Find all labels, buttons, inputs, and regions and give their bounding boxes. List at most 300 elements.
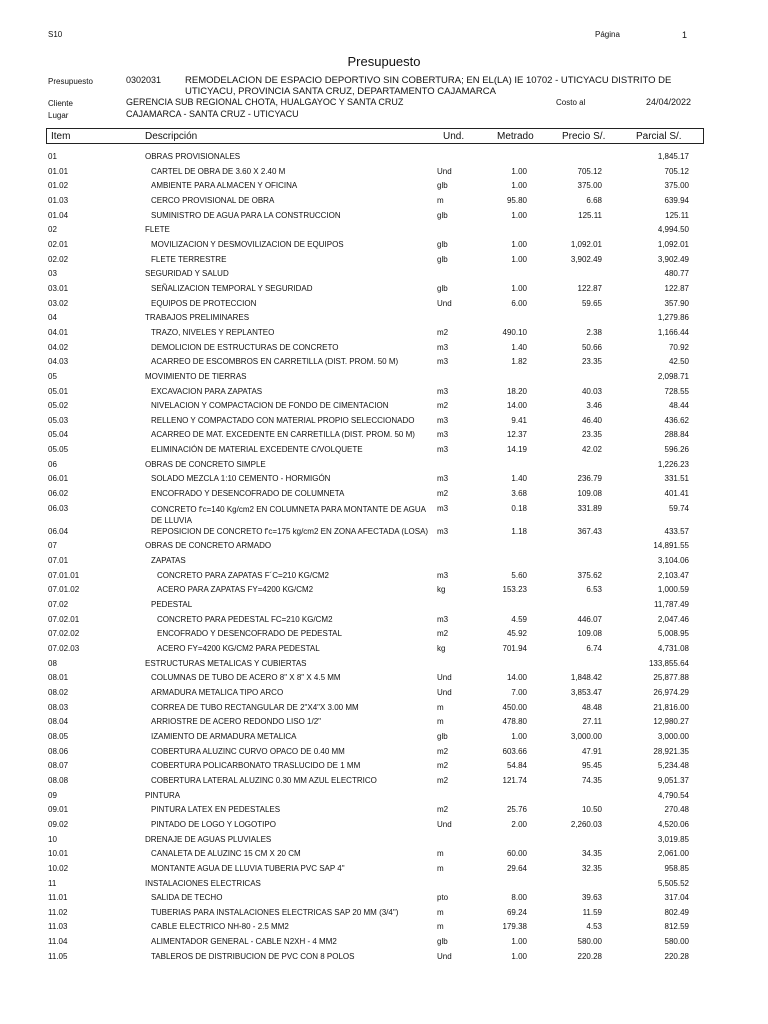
row-parcial: 14,891.55 bbox=[653, 541, 689, 551]
costo-label: Costo al bbox=[556, 98, 586, 107]
row-description: DEMOLICION DE ESTRUCTURAS DE CONCRETO bbox=[151, 342, 339, 352]
row-metrado: 7.00 bbox=[511, 687, 527, 697]
row-precio: 236.79 bbox=[577, 474, 602, 484]
table-row bbox=[0, 223, 768, 238]
row-description: REPOSICION DE CONCRETO f'c=175 kg/cm2 EN ZONA AFECTADA (LOSA) bbox=[151, 526, 429, 536]
table-row bbox=[0, 920, 768, 935]
table-row bbox=[0, 238, 768, 253]
table-row bbox=[0, 370, 768, 385]
row-precio: 2.38 bbox=[586, 327, 602, 337]
row-description: FLETE TERRESTRE bbox=[151, 254, 227, 264]
row-parcial: 2,098.71 bbox=[657, 371, 689, 381]
row-metrado: 25.76 bbox=[506, 805, 527, 815]
row-precio: 23.35 bbox=[581, 357, 602, 367]
row-item-code: 06.02 bbox=[48, 489, 69, 499]
row-parcial: 3,902.49 bbox=[657, 254, 689, 264]
row-parcial: 812.59 bbox=[664, 922, 689, 932]
lugar-label: Lugar bbox=[48, 111, 69, 120]
row-parcial: 48.44 bbox=[668, 401, 689, 411]
row-parcial: 580.00 bbox=[664, 937, 689, 947]
cliente-value: GERENCIA SUB REGIONAL CHOTA, HUALGAYOC Y SANTA CRUZ bbox=[126, 97, 404, 107]
row-precio: 6.53 bbox=[586, 585, 602, 595]
row-parcial: 2,103.47 bbox=[657, 570, 689, 580]
row-unit: m3 bbox=[437, 503, 449, 513]
row-description: CARTEL DE OBRA DE 3.60 X 2.40 M bbox=[151, 166, 286, 176]
row-description: PINTURA bbox=[145, 790, 181, 800]
row-parcial: 401.41 bbox=[664, 489, 689, 499]
row-description: EQUIPOS DE PROTECCION bbox=[151, 298, 257, 308]
table-row bbox=[0, 209, 768, 224]
row-parcial: 2,047.46 bbox=[657, 614, 689, 624]
row-description: CONCRETO PARA PEDESTAL FC=210 KG/CM2 bbox=[157, 614, 333, 624]
row-precio: 27.11 bbox=[582, 717, 602, 727]
row-precio: 125.11 bbox=[578, 210, 602, 220]
row-metrado: 450.00 bbox=[502, 702, 527, 712]
table-row bbox=[0, 759, 768, 774]
row-unit: m3 bbox=[437, 342, 449, 352]
row-description: PINTURA LATEX EN PEDESTALES bbox=[151, 805, 281, 815]
row-item-code: 07.01.01 bbox=[48, 570, 80, 580]
row-parcial: 1,279.86 bbox=[657, 313, 689, 323]
row-precio: 331.89 bbox=[577, 503, 602, 513]
table-row bbox=[0, 877, 768, 892]
table-row bbox=[0, 598, 768, 613]
page-number: 1 bbox=[682, 30, 688, 40]
table-row bbox=[0, 715, 768, 730]
row-metrado: 2.00 bbox=[511, 819, 527, 829]
table-row bbox=[0, 487, 768, 502]
table-row bbox=[0, 686, 768, 701]
row-unit: m bbox=[437, 863, 444, 873]
row-description: EXCAVACION PARA ZAPATAS bbox=[151, 386, 263, 396]
lugar-value: CAJAMARCA - SANTA CRUZ - UTICYACU bbox=[126, 109, 299, 119]
row-precio: 580.00 bbox=[577, 937, 602, 947]
row-precio: 109.08 bbox=[577, 629, 602, 639]
row-unit: m3 bbox=[437, 357, 449, 367]
row-unit: m3 bbox=[437, 445, 449, 455]
row-description: TUBERIAS PARA INSTALACIONES ELECTRICAS SAP 20 MM (3/4") bbox=[151, 907, 399, 917]
table-row bbox=[0, 862, 768, 877]
row-description: INSTALACIONES ELECTRICAS bbox=[145, 878, 261, 888]
table-row bbox=[0, 671, 768, 686]
row-item-code: 02.02 bbox=[48, 254, 69, 264]
row-precio: 375.62 bbox=[577, 570, 602, 580]
table-row bbox=[0, 443, 768, 458]
row-metrado: 14.00 bbox=[506, 673, 527, 683]
row-metrado: 1.00 bbox=[511, 951, 527, 961]
row-description: RELLENO Y COMPACTADO CON MATERIAL PROPIO SELECCIONADO bbox=[151, 415, 415, 425]
row-item-code: 04.01 bbox=[48, 327, 69, 337]
row-precio: 122.87 bbox=[577, 283, 602, 293]
row-metrado: 478.80 bbox=[502, 717, 527, 727]
row-item-code: 04.02 bbox=[48, 342, 69, 352]
row-precio: 375.00 bbox=[577, 181, 602, 191]
row-precio: 95.45 bbox=[581, 761, 602, 771]
budget-table-body bbox=[0, 150, 768, 964]
table-row bbox=[0, 399, 768, 414]
table-row bbox=[0, 297, 768, 312]
row-precio: 1,092.01 bbox=[570, 239, 602, 249]
row-description: ACERO FY=4200 KG/CM2 PARA PEDESTAL bbox=[157, 644, 320, 653]
row-description: ARRIOSTRE DE ACERO REDONDO LISO 1/2" bbox=[151, 717, 321, 727]
row-metrado: 1.00 bbox=[511, 210, 527, 220]
table-row bbox=[0, 554, 768, 569]
row-description: ARMADURA METALICA TIPO ARCO bbox=[151, 687, 284, 697]
table-row bbox=[0, 150, 768, 165]
table-row bbox=[0, 935, 768, 950]
row-precio: 48.48 bbox=[581, 702, 602, 712]
row-metrado: 95.80 bbox=[506, 195, 527, 205]
row-description: MOVIMIENTO DE TIERRAS bbox=[145, 371, 247, 381]
row-parcial: 26,974.29 bbox=[653, 687, 689, 697]
row-description: ENCOFRADO Y DESENCOFRADO DE COLUMNETA bbox=[151, 489, 345, 499]
row-item-code: 04 bbox=[48, 313, 57, 323]
row-item-code: 01 bbox=[48, 152, 57, 161]
row-parcial: 4,994.50 bbox=[657, 225, 689, 235]
row-description: CORREA DE TUBO RECTANGULAR DE 2"X4"X 3.00 MM bbox=[151, 702, 359, 712]
row-parcial: 28,921.35 bbox=[653, 746, 689, 756]
row-description: SALIDA DE TECHO bbox=[151, 893, 223, 903]
table-row bbox=[0, 701, 768, 716]
row-metrado: 6.00 bbox=[511, 298, 527, 308]
row-item-code: 07.01.02 bbox=[48, 585, 80, 595]
row-description: CABLE ELECTRICO NH-80 - 2.5 MM2 bbox=[151, 922, 289, 932]
row-unit: m2 bbox=[437, 327, 449, 337]
row-parcial: 958.85 bbox=[664, 863, 689, 873]
row-unit: glb bbox=[437, 731, 448, 741]
row-precio: 6.74 bbox=[586, 644, 602, 653]
row-description: TRABAJOS PRELIMINARES bbox=[145, 313, 250, 323]
row-item-code: 05.04 bbox=[48, 430, 69, 440]
row-unit: m bbox=[437, 702, 444, 712]
row-precio: 47.91 bbox=[581, 746, 602, 756]
row-metrado: 5.60 bbox=[511, 570, 527, 580]
row-item-code: 05.02 bbox=[48, 401, 69, 411]
row-description: MONTANTE AGUA DE LLUVIA TUBERIA PVC SAP 4" bbox=[151, 863, 345, 873]
row-item-code: 05.03 bbox=[48, 415, 69, 425]
row-metrado: 14.00 bbox=[506, 401, 527, 411]
row-unit: m bbox=[437, 849, 444, 859]
row-parcial: 357.90 bbox=[664, 298, 689, 308]
row-precio: 23.35 bbox=[581, 430, 602, 440]
table-row bbox=[0, 385, 768, 400]
row-unit: Und bbox=[437, 951, 452, 961]
row-parcial: 5,505.52 bbox=[657, 878, 689, 888]
row-precio: 32.35 bbox=[581, 863, 602, 873]
row-item-code: 08.03 bbox=[48, 702, 69, 712]
row-metrado: 0.18 bbox=[511, 503, 527, 513]
row-unit: m3 bbox=[437, 386, 449, 396]
row-description: COBERTURA ALUZINC CURVO OPACO DE 0.40 MM bbox=[151, 746, 345, 756]
row-item-code: 09 bbox=[48, 790, 57, 800]
row-item-code: 02 bbox=[48, 225, 57, 235]
row-parcial: 220.28 bbox=[664, 951, 689, 961]
table-row bbox=[0, 179, 768, 194]
row-unit: Und bbox=[437, 166, 452, 176]
col-item-header: Item bbox=[51, 131, 71, 142]
row-precio: 39.63 bbox=[581, 893, 602, 903]
row-item-code: 11.04 bbox=[48, 937, 68, 947]
row-unit: m2 bbox=[437, 746, 449, 756]
row-item-code: 04.03 bbox=[48, 357, 69, 367]
row-unit: kg bbox=[437, 644, 446, 653]
row-parcial: 21,816.00 bbox=[653, 702, 689, 712]
table-row bbox=[0, 613, 768, 628]
row-item-code: 08.01 bbox=[48, 673, 69, 683]
table-row bbox=[0, 341, 768, 356]
table-row bbox=[0, 569, 768, 584]
row-parcial: 9,051.37 bbox=[657, 775, 689, 785]
row-item-code: 03.01 bbox=[48, 283, 69, 293]
row-item-code: 07.02.02 bbox=[48, 629, 80, 639]
col-desc-header: Descripción bbox=[145, 131, 198, 142]
row-description: SEÑALIZACION TEMPORAL Y SEGURIDAD bbox=[151, 283, 313, 293]
row-item-code: 01.04 bbox=[48, 210, 69, 220]
row-item-code: 08 bbox=[48, 658, 57, 668]
row-precio: 11.59 bbox=[582, 907, 602, 917]
table-row bbox=[0, 803, 768, 818]
row-description: FLETE bbox=[145, 225, 170, 235]
col-und-header: Und. bbox=[443, 131, 465, 142]
row-parcial: 1,845.17 bbox=[657, 152, 689, 161]
row-metrado: 153.23 bbox=[502, 585, 527, 595]
row-unit: glb bbox=[437, 937, 448, 947]
row-description: CANALETA DE ALUZINC 15 CM X 20 CM bbox=[151, 849, 301, 859]
row-unit: m2 bbox=[437, 489, 449, 499]
row-item-code: 08.04 bbox=[48, 717, 69, 727]
row-item-code: 01.03 bbox=[48, 195, 69, 205]
row-unit: m bbox=[437, 717, 444, 727]
table-row bbox=[0, 539, 768, 554]
row-parcial: 3,019.85 bbox=[657, 834, 689, 844]
row-precio: 42.02 bbox=[581, 445, 602, 455]
table-row bbox=[0, 253, 768, 268]
table-row bbox=[0, 950, 768, 965]
row-metrado: 1.00 bbox=[511, 937, 527, 947]
row-item-code: 01.01 bbox=[48, 166, 69, 176]
row-metrado: 1.00 bbox=[511, 283, 527, 293]
col-parcial-header: Parcial S/. bbox=[636, 131, 682, 142]
table-row bbox=[0, 833, 768, 848]
row-parcial: 1,092.01 bbox=[657, 239, 689, 249]
row-description: TABLEROS DE DISTRIBUCION DE PVC CON 8 POLOS bbox=[151, 951, 355, 961]
row-description: CONCRETO f'c=140 Kg/cm2 EN COLUMNETA PARA MONTANTE DE AGUA DE LLUVIA bbox=[151, 504, 426, 525]
row-metrado: 8.00 bbox=[511, 893, 527, 903]
row-metrado: 45.92 bbox=[506, 629, 527, 639]
row-description: CERCO PROVISIONAL DE OBRA bbox=[151, 195, 275, 205]
row-unit: glb bbox=[437, 283, 448, 293]
row-precio: 3.46 bbox=[586, 401, 602, 411]
cliente-label: Cliente bbox=[48, 99, 73, 108]
row-parcial: 433.57 bbox=[664, 526, 689, 536]
row-metrado: 69.24 bbox=[506, 907, 527, 917]
row-metrado: 3.68 bbox=[511, 489, 527, 499]
row-item-code: 07 bbox=[48, 541, 57, 551]
row-item-code: 11.05 bbox=[48, 951, 68, 961]
row-unit: m2 bbox=[437, 805, 449, 815]
row-unit: Und bbox=[437, 819, 452, 829]
row-parcial: 5,234.48 bbox=[657, 761, 689, 771]
row-unit: m3 bbox=[437, 474, 449, 484]
row-unit: kg bbox=[437, 585, 446, 595]
row-metrado: 1.40 bbox=[511, 474, 527, 484]
row-metrado: 1.00 bbox=[511, 731, 527, 741]
row-metrado: 121.74 bbox=[502, 775, 527, 785]
row-description: DRENAJE DE AGUAS PLUVIALES bbox=[145, 834, 272, 844]
row-parcial: 3,104.06 bbox=[657, 556, 689, 566]
table-row bbox=[0, 525, 768, 540]
row-precio: 34.35 bbox=[581, 849, 602, 859]
row-description: ACARREO DE MAT. EXCEDENTE EN CARRETILLA (DIST. PROM. 50 M) bbox=[151, 430, 415, 440]
row-item-code: 08.02 bbox=[48, 687, 69, 697]
row-parcial: 288.84 bbox=[664, 430, 689, 440]
row-description: ALIMENTADOR GENERAL - CABLE N2XH - 4 MM2 bbox=[151, 937, 337, 947]
row-parcial: 375.00 bbox=[664, 181, 689, 191]
row-item-code: 03.02 bbox=[48, 298, 69, 308]
table-row bbox=[0, 847, 768, 862]
row-description: ESTRUCTURAS METALICAS Y CUBIERTAS bbox=[145, 658, 307, 668]
row-description: ACERO PARA ZAPATAS FY=4200 KG/CM2 bbox=[157, 585, 314, 595]
row-item-code: 07.02.01 bbox=[48, 614, 80, 624]
row-description: OBRAS DE CONCRETO SIMPLE bbox=[145, 459, 266, 469]
row-precio: 6.68 bbox=[586, 195, 602, 205]
row-metrado: 29.64 bbox=[506, 863, 527, 873]
row-parcial: 317.04 bbox=[664, 893, 689, 903]
row-metrado: 179.38 bbox=[502, 922, 527, 932]
row-item-code: 11.02 bbox=[48, 907, 68, 917]
row-unit: glb bbox=[437, 181, 448, 191]
row-metrado: 1.00 bbox=[511, 181, 527, 191]
row-metrado: 4.59 bbox=[511, 614, 527, 624]
table-row bbox=[0, 906, 768, 921]
row-item-code: 11.03 bbox=[48, 922, 68, 932]
row-parcial: 728.55 bbox=[664, 386, 689, 396]
row-unit: m2 bbox=[437, 401, 449, 411]
row-metrado: 1.82 bbox=[511, 357, 527, 367]
row-parcial: 125.11 bbox=[665, 210, 689, 220]
row-precio: 1,848.42 bbox=[570, 673, 602, 683]
row-parcial: 12,980.27 bbox=[653, 717, 689, 727]
table-row bbox=[0, 428, 768, 443]
row-parcial: 1,000.59 bbox=[657, 585, 689, 595]
row-unit: m3 bbox=[437, 526, 449, 536]
row-parcial: 5,008.95 bbox=[657, 629, 689, 639]
row-description: MOVILIZACION Y DESMOVILIZACION DE EQUIPOS bbox=[151, 239, 344, 249]
row-item-code: 05.05 bbox=[48, 445, 69, 455]
row-unit: glb bbox=[437, 239, 448, 249]
row-item-code: 02.01 bbox=[48, 239, 69, 249]
row-parcial: 11,787.49 bbox=[654, 600, 689, 610]
row-item-code: 07.02.03 bbox=[48, 644, 80, 653]
row-unit: glb bbox=[437, 254, 448, 264]
row-unit: m3 bbox=[437, 430, 449, 440]
row-precio: 46.40 bbox=[581, 415, 602, 425]
row-description: OBRAS PROVISIONALES bbox=[145, 152, 241, 161]
col-precio-header: Precio S/. bbox=[562, 131, 606, 142]
row-description: CONCRETO PARA ZAPATAS F´C=210 KG/CM2 bbox=[157, 570, 329, 580]
row-parcial: 70.92 bbox=[668, 342, 689, 352]
row-item-code: 09.01 bbox=[48, 805, 69, 815]
row-parcial: 42.50 bbox=[668, 357, 689, 367]
row-parcial: 639.94 bbox=[664, 195, 689, 205]
table-row bbox=[0, 458, 768, 473]
row-description: ELIMINACIÓN DE MATERIAL EXCEDENTE C/VOLQUETE bbox=[151, 445, 363, 455]
row-item-code: 01.02 bbox=[48, 181, 69, 191]
row-metrado: 1.40 bbox=[511, 342, 527, 352]
presupuesto-description: REMODELACION DE ESPACIO DEPORTIVO SIN COBERTURA; EN EL(LA) IE 10702 - UTICYACU DISTRITO DE UTICYACU, PROVINCIA SANTA CRUZ, DEPARTAMENTO CAJAMARCA bbox=[185, 75, 672, 97]
row-parcial: 2,061.00 bbox=[657, 849, 689, 859]
row-item-code: 11.01 bbox=[48, 893, 68, 903]
row-description: SUMINISTRO DE AGUA PARA LA CONSTRUCCION bbox=[151, 210, 341, 220]
row-unit: Und bbox=[437, 298, 452, 308]
row-description: NIVELACION Y COMPACTACION DE FONDO DE CIMENTACION bbox=[151, 401, 389, 411]
row-item-code: 10.02 bbox=[48, 863, 69, 873]
row-metrado: 603.66 bbox=[502, 746, 527, 756]
row-precio: 446.07 bbox=[577, 614, 602, 624]
row-precio: 2,260.03 bbox=[570, 819, 602, 829]
row-item-code: 06 bbox=[48, 459, 57, 469]
row-metrado: 1.00 bbox=[511, 239, 527, 249]
table-row bbox=[0, 818, 768, 833]
row-item-code: 06.01 bbox=[48, 474, 69, 484]
table-row bbox=[0, 194, 768, 209]
table-row bbox=[0, 891, 768, 906]
row-item-code: 05 bbox=[48, 371, 57, 381]
row-precio: 40.03 bbox=[581, 386, 602, 396]
row-metrado: 14.19 bbox=[506, 445, 527, 455]
row-unit: m bbox=[437, 195, 444, 205]
row-metrado: 490.10 bbox=[502, 327, 527, 337]
col-metrado-header: Metrado bbox=[497, 131, 534, 142]
row-precio: 109.08 bbox=[577, 489, 602, 499]
row-unit: m3 bbox=[437, 415, 449, 425]
row-parcial: 802.49 bbox=[664, 907, 689, 917]
row-description: OBRAS DE CONCRETO ARMADO bbox=[145, 541, 272, 551]
row-parcial: 270.48 bbox=[664, 805, 689, 815]
table-row bbox=[0, 165, 768, 180]
row-description: TRAZO, NIVELES Y REPLANTEO bbox=[151, 327, 275, 337]
row-item-code: 07.01 bbox=[48, 556, 69, 566]
presupuesto-code: 0302031 bbox=[126, 75, 162, 85]
row-metrado: 1.18 bbox=[511, 526, 527, 536]
table-row bbox=[0, 502, 768, 525]
row-precio: 59.65 bbox=[581, 298, 602, 308]
row-description: ACARREO DE ESCOMBROS EN CARRETILLA (DIST. PROM. 50 M) bbox=[151, 357, 399, 367]
row-item-code: 10 bbox=[48, 834, 57, 844]
row-unit: glb bbox=[437, 210, 448, 220]
row-parcial: 436.62 bbox=[664, 415, 689, 425]
row-precio: 3,000.00 bbox=[570, 731, 602, 741]
row-description: IZAMIENTO DE ARMADURA METALICA bbox=[151, 731, 297, 741]
row-precio: 705.12 bbox=[577, 166, 602, 176]
row-item-code: 08.08 bbox=[48, 775, 69, 785]
row-item-code: 06.03 bbox=[48, 503, 69, 513]
table-row bbox=[0, 789, 768, 804]
row-parcial: 3,000.00 bbox=[657, 731, 689, 741]
row-description: ENCOFRADO Y DESENCOFRADO DE PEDESTAL bbox=[157, 629, 342, 639]
table-row bbox=[0, 774, 768, 789]
row-item-code: 03 bbox=[48, 269, 57, 279]
row-description: SOLADO MEZCLA 1:10 CEMENTO - HORMIGÓN bbox=[151, 474, 331, 484]
table-row bbox=[0, 282, 768, 297]
table-row bbox=[0, 311, 768, 326]
table-row bbox=[0, 267, 768, 282]
row-parcial: 705.12 bbox=[664, 166, 689, 176]
row-parcial: 1,226.23 bbox=[657, 459, 689, 469]
row-precio: 3,853.47 bbox=[570, 687, 602, 697]
row-item-code: 08.07 bbox=[48, 761, 69, 771]
row-unit: m bbox=[437, 922, 444, 932]
